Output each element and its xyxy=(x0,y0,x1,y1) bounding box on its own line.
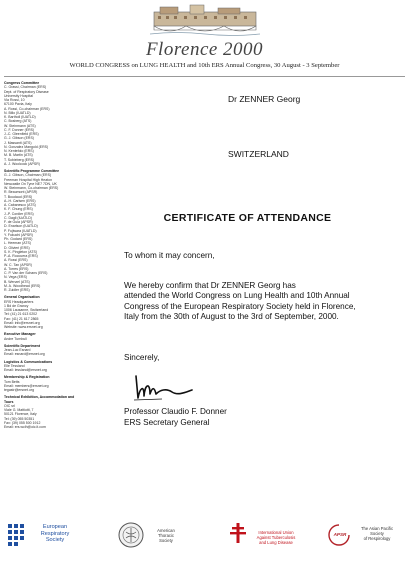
sidebar-line: C. F. Donner (ERS) xyxy=(4,127,35,132)
ers-emblem-icon xyxy=(6,522,28,552)
ers-name-line: European xyxy=(42,524,68,530)
paragraph-line: attended the World Congress on Lung Health and 10th Annual xyxy=(124,291,350,301)
sidebar-line: Email: lessland@ersnet.org xyxy=(4,368,47,372)
apsr-name-line: Society xyxy=(370,531,384,536)
sidebar-line: J. Massanti (ATS) xyxy=(4,140,32,145)
apsr-logo xyxy=(328,514,406,574)
ats-seal-icon xyxy=(118,522,144,548)
sidebar-line: Elle Tessland xyxy=(4,363,25,368)
sidebar-section-heading: Scientific Department xyxy=(4,343,40,348)
sidebar-line: University Hospital xyxy=(4,93,33,98)
sidebar-line: 1006 Lausanne, Switzerland xyxy=(4,308,49,312)
sidebar-line: Email: members@ersnet.org xyxy=(4,383,49,388)
sidebar-line: N. Billo (IUATLD) xyxy=(4,110,31,115)
confirmation-paragraph xyxy=(124,281,404,323)
sidebar-line: A. Rossi, Co-chairman (ERS) xyxy=(4,106,50,111)
congress-subtitle: WORLD CONGRESS on LUNG HEALTH and 10th ERS Annual Congress, 30 August - 3 September xyxy=(69,62,340,69)
recipient-name: Dr ZENNER Georg xyxy=(228,94,301,104)
sidebar-line: C. Dagli (IUATLD) xyxy=(4,215,32,220)
closing: Sincerely, xyxy=(124,353,160,362)
sidebar-line: T. Sobieberg (ERS) xyxy=(4,157,35,162)
sidebar-line: R. Beaumont (APSR) xyxy=(4,190,38,195)
sidebar-section xyxy=(4,169,80,292)
handwritten-signature xyxy=(132,370,196,404)
sidebar-section-heading: Membership & Registration xyxy=(4,375,50,380)
iuatld-logo xyxy=(224,514,306,574)
sidebar-line: A. Torres (ERS) xyxy=(4,266,29,271)
sidebar-section xyxy=(4,332,80,341)
ats-name-line: Thoracic xyxy=(157,533,175,538)
sidebar-line: Tom Betts xyxy=(4,379,20,384)
sidebar-line: K. Bartholl (IUATLD) xyxy=(4,115,36,119)
sidebar-line: M. A. Woodhead (ERS) xyxy=(4,283,41,288)
signer-name: Professor Claudio F. Donner xyxy=(124,407,227,416)
sidebar-line: W. Steinmann, Co-chairman (ERS) xyxy=(4,186,59,190)
committee-sidebar xyxy=(4,81,80,432)
sidebar-line: F. de Guia (APSR) xyxy=(4,220,33,224)
sidebar-section xyxy=(4,295,80,329)
sidebar-line: J.-P. Cordier (ERS) xyxy=(4,211,34,216)
sidebar-line: 67100 Pavia, Italy xyxy=(4,102,32,107)
sidebar-section-heading: Technical Exhibition, Accommodation and Tours xyxy=(4,395,75,404)
sidebar-line: tegastr@ersnet.org xyxy=(4,388,35,392)
sidebar-line: M. B. Martin (ATS) xyxy=(4,153,33,158)
sidebar-line: Email: esnard@ersnet.org xyxy=(4,352,45,357)
sidebar-line: T. Boudaud (ERS) xyxy=(4,194,33,199)
ats-logo xyxy=(116,514,196,574)
iuatld-name-line: Against Tuberculosis xyxy=(256,535,296,540)
congress-title: Florence 2000 xyxy=(145,39,264,60)
sidebar-section xyxy=(4,81,80,166)
paragraph-line: Italy from the 30th of August to the 3rd of September, 2000. xyxy=(124,312,339,322)
signer-role: ERS Secretary General xyxy=(124,418,210,427)
recipient-country: SWITZERLAND xyxy=(228,149,289,159)
sidebar-section-heading: General Organisation xyxy=(4,295,40,300)
sidebar-line: D. Enarlson (IUATLD) xyxy=(4,224,38,229)
sidebar-line: A. J. Woolcock (APSR) xyxy=(4,161,40,166)
salutation: To whom it may concern, xyxy=(124,251,215,260)
sidebar-section-heading: Scientific Programme Committee xyxy=(4,169,60,173)
sidebar-line: Via Rossi, 10 xyxy=(4,98,25,102)
sidebar-line: D. Olivieri (ERS) xyxy=(4,245,30,250)
sidebar-line: Website: www.ersnet.org xyxy=(4,325,43,329)
apsr-mark: APSR xyxy=(333,532,347,537)
paragraph-line: We hereby confirm that Dr ZENNER Georg has xyxy=(124,281,296,290)
ers-name-line: Respiratory xyxy=(40,530,70,537)
sidebar-line: A.-H. Carlsen (ERS) xyxy=(4,198,36,203)
ats-name-line: Society xyxy=(159,538,173,543)
sidebar-line: Email: info@ersnet.org xyxy=(4,320,40,325)
sidebar-line: Y. Fukuchi (APSR) xyxy=(4,232,33,237)
sidebar-line: Dept. of Respiratory Disease xyxy=(4,89,49,94)
sidebar-section xyxy=(4,375,80,392)
sidebar-line: 1 Bd de Grancy xyxy=(4,303,29,308)
sidebar-line: N. Gonzalez Mangold (ERS) xyxy=(4,144,49,149)
sidebar-line: Newcastle On Tyne NE7 7DN, UK xyxy=(4,181,57,186)
sidebar-line: Viale G. Mattiotti, 7 xyxy=(4,408,34,412)
sidebar-line: P.-A. Roccuera (ERS) xyxy=(4,254,38,258)
sidebar-section-heading: Congress Committee xyxy=(4,81,40,85)
sidebar-line: S. K. Pingleton (ATS) xyxy=(4,249,38,254)
sidebar-line: K. F. Chung (ERS) xyxy=(4,207,33,212)
sidebar-line: 50121 Florence, Italy xyxy=(4,412,37,417)
ers-name-line: Society xyxy=(45,537,65,544)
sidebar-section-heading: Logistics & Communications xyxy=(4,359,53,364)
sidebar-line: G. J. Gibson (ERS) xyxy=(4,136,34,141)
sidebar-section xyxy=(4,395,80,429)
apsr-name-line: of Respirology xyxy=(363,536,391,541)
sidebar-line: C. P. Van der Schans (ERS) xyxy=(4,271,48,275)
sidebar-line: Fax: (41) 21 617 2865 xyxy=(4,316,39,321)
ats-name-line: American xyxy=(157,528,175,533)
sidebar-line: W. Steinmann (ATS) xyxy=(4,123,36,128)
sidebar-line: Tel: (41) 21 613 0202 xyxy=(4,312,38,317)
sidebar-line: N. Kentefolo (ERS) xyxy=(4,149,34,153)
ers-logo xyxy=(6,514,86,574)
sidebar-line: C. Bosberg (ATS) xyxy=(4,119,32,124)
sidebar-line: A. Rossi (ERS) xyxy=(4,258,28,263)
sidebar-line: W. C. Tan (APSR) xyxy=(4,262,32,267)
header-divider xyxy=(4,76,405,77)
sidebar-section-heading: Executive Manager xyxy=(4,332,36,337)
sidebar-line: A. Cabanesco (ATS) xyxy=(4,203,36,207)
sidebar-line: L. Heeman (ATS) xyxy=(4,241,31,246)
sidebar-line: Andre Turnbull xyxy=(4,336,27,341)
paragraph-line: Congress of the European Respiratory Society held in Florence, xyxy=(124,301,356,311)
certificate-title: CERTIFICATE OF ATTENDANCE xyxy=(163,212,332,224)
sidebar-line: OIC srl xyxy=(4,403,15,408)
sidebar-line: ERS Headquarters xyxy=(4,299,34,304)
sidebar-line: B. Wenzel (ATS) xyxy=(4,279,30,284)
iuatld-name-line: and Lung Disease xyxy=(259,540,293,545)
lorraine-cross-icon xyxy=(230,522,246,544)
iuatld-name-line: International Union xyxy=(258,530,294,535)
sidebar-section xyxy=(4,344,80,357)
sidebar-line: Fax: (39) 055 500 1912 xyxy=(4,420,41,425)
apsr-name-line: The Asian Pacific xyxy=(360,526,394,531)
sidebar-line: G. J. Gibson, Chairman (ERS) xyxy=(4,173,52,178)
sidebar-line: Email: ers.wclh@oic.it.com xyxy=(4,425,46,429)
sidebar-section xyxy=(4,360,80,373)
ponte-vecchio-illustration xyxy=(150,4,260,38)
sidebar-line: R. Zuidler (ERS) xyxy=(4,288,30,292)
sidebar-line: C. Grassi, Chairman (ERS) xyxy=(4,85,47,90)
sidebar-line: N. Vega (ERS) xyxy=(4,275,27,280)
sidebar-line: Freeman Hospital High Heaton xyxy=(4,177,53,182)
sidebar-line: Tel: (39) 055 50351 xyxy=(4,416,35,421)
sidebar-line: J.-C. Gleenfield (ERS) xyxy=(4,132,39,136)
sidebar-line: Jean-Luc Esnard xyxy=(4,348,31,352)
sidebar-line: P. Fujiwara (IUATLD) xyxy=(4,228,37,233)
sidebar-line: Ph. Godard (ERS) xyxy=(4,237,33,241)
